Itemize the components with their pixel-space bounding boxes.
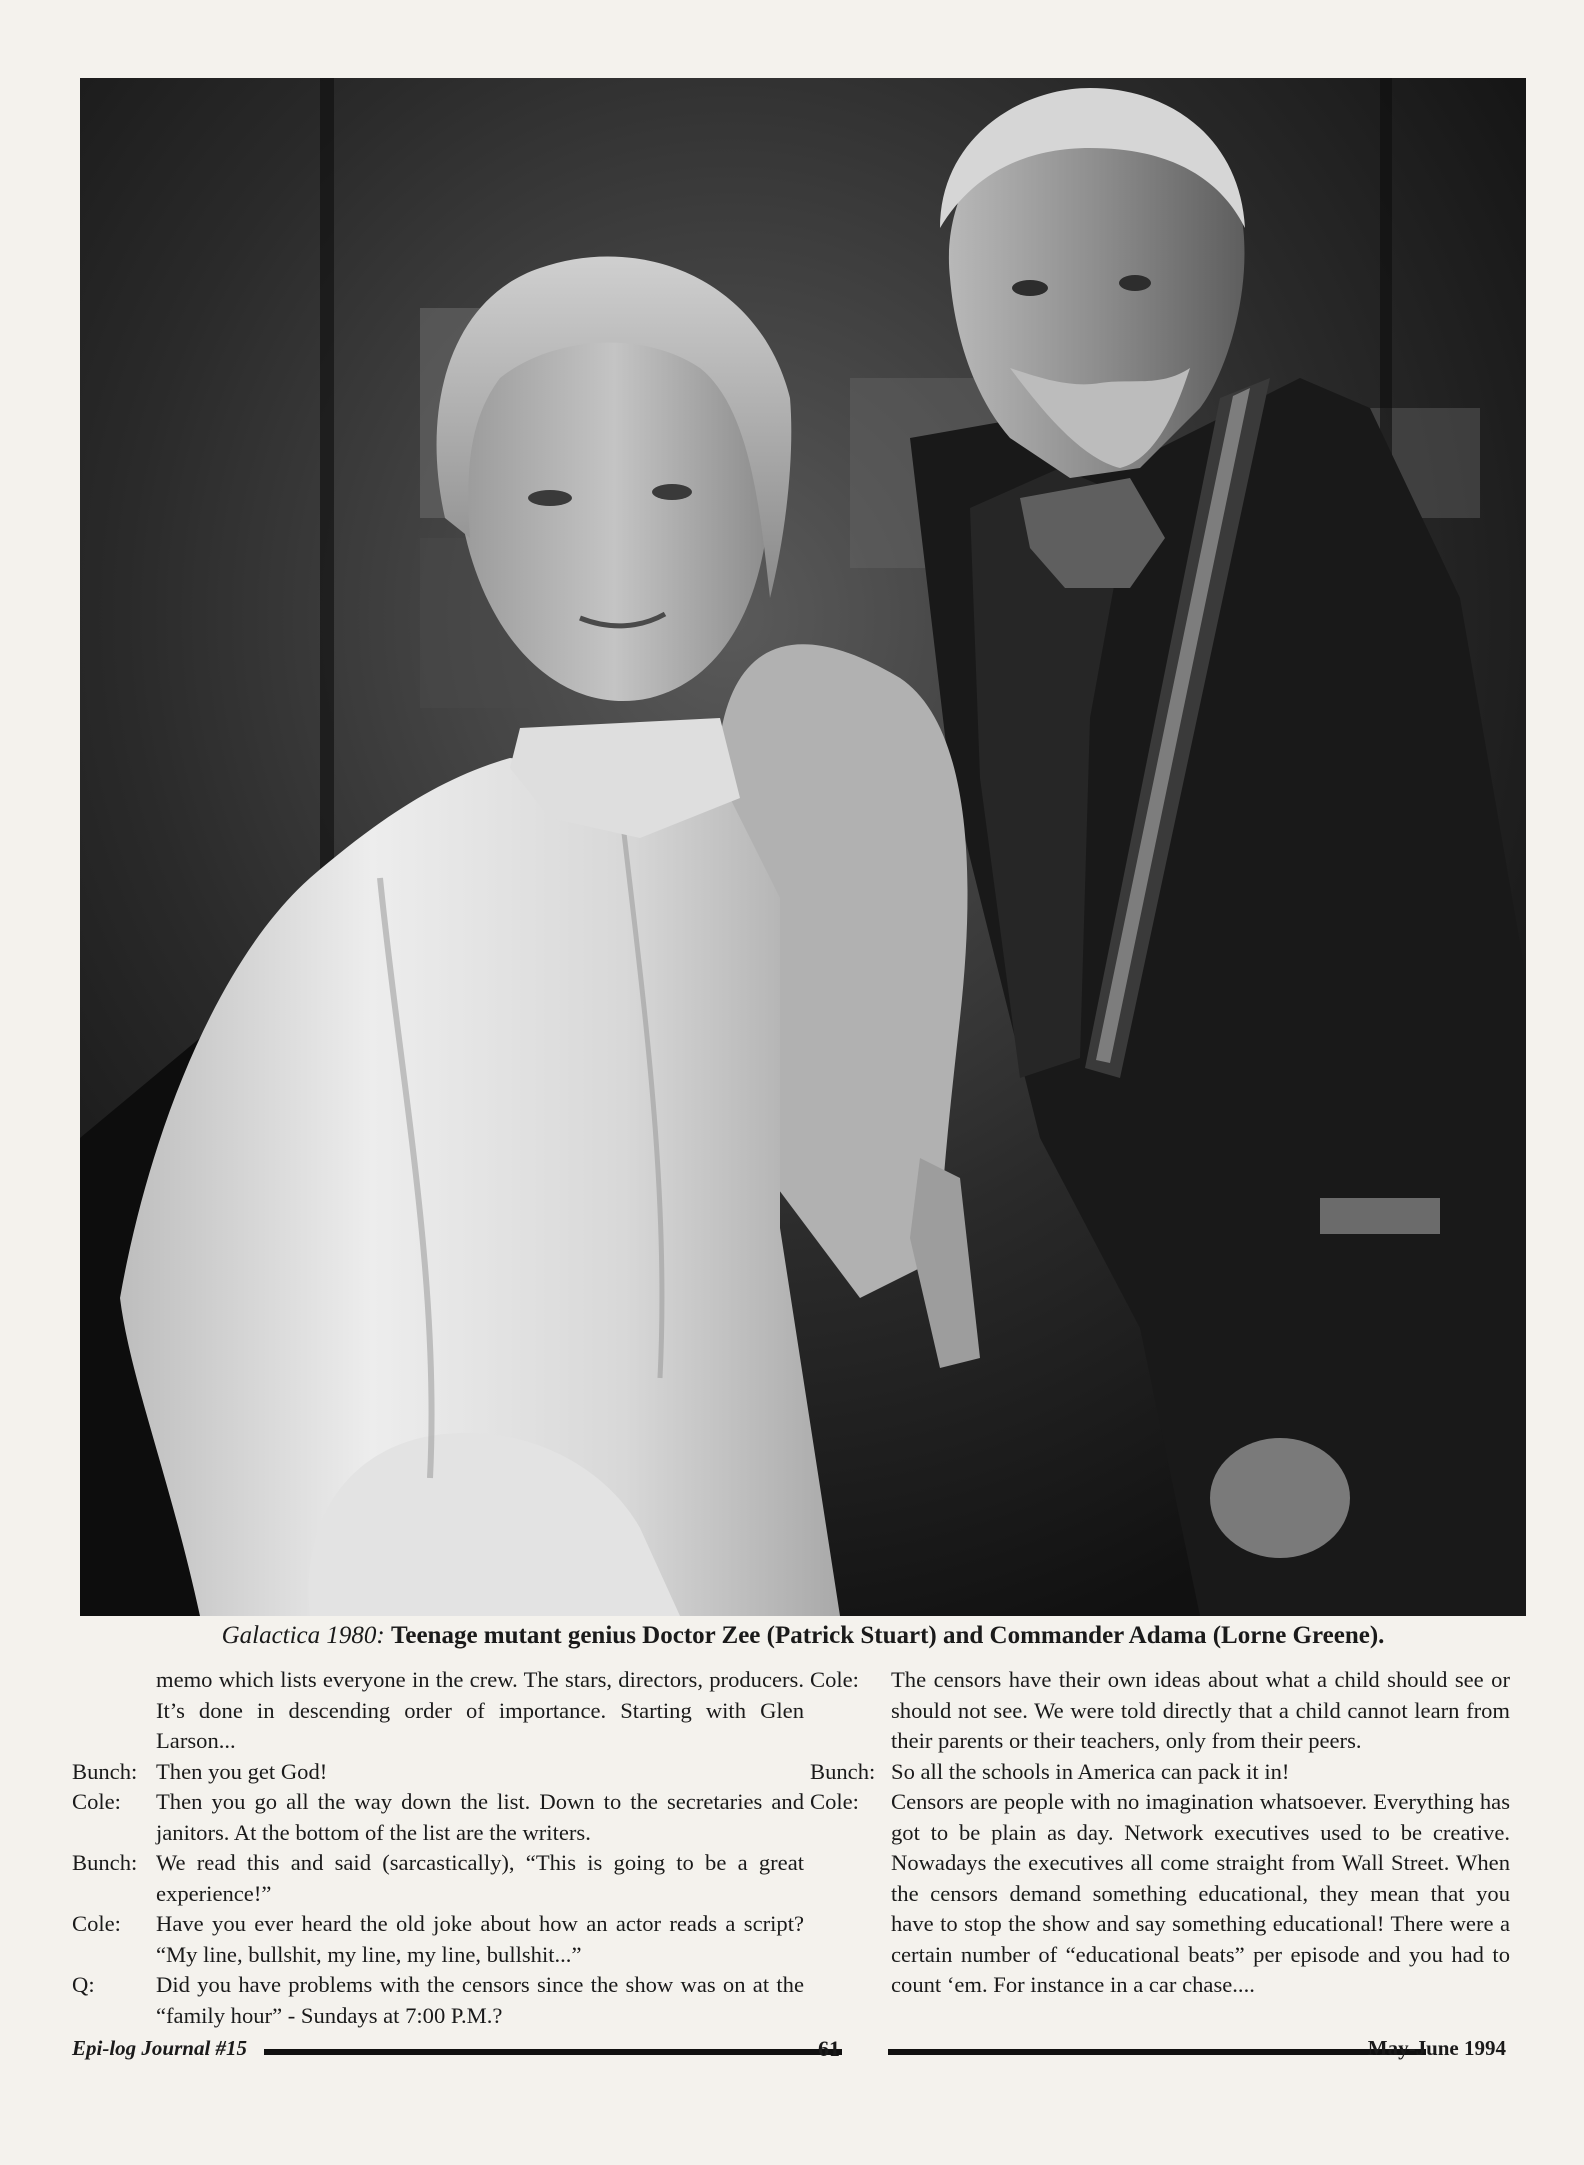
dialogue-line — [72, 1787, 804, 1848]
dialogue-text: Then you get God! — [156, 1758, 328, 1784]
speaker: Bunch: — [810, 1758, 876, 1784]
dialogue-text: Then you go all the way down the list. Down to the secretaries and janitors. At the bottom of the list are the writers. — [156, 1789, 804, 1845]
caption-title: Galactica 1980: — [221, 1622, 385, 1649]
dialogue-line — [810, 1757, 1510, 1788]
dialogue-text: memo which lists everyone in the crew. The stars, directors, producers. It’s done in descending order of importance. Starting with Glen Larson... — [156, 1667, 804, 1753]
dialogue-line — [72, 1848, 804, 1909]
page-number: 61 — [818, 2036, 840, 2061]
dialogue-line — [72, 1970, 804, 2031]
speaker: Q: — [72, 1972, 95, 1997]
speaker: Cole: — [72, 1789, 121, 1814]
issue-date: May-June 1994 — [1367, 2036, 1506, 2060]
dialogue-text: So all the schools in America can pack it in! — [891, 1758, 1290, 1784]
speaker: Cole: — [810, 1789, 859, 1814]
photo — [80, 78, 1526, 1616]
dialogue-line — [72, 1665, 804, 1757]
speaker: Bunch: — [72, 1850, 138, 1875]
speaker: Cole: — [72, 1911, 121, 1936]
right-column — [810, 1665, 1510, 2001]
footer-rule-right — [888, 2049, 1426, 2055]
left-column — [72, 1665, 804, 2031]
photo-image — [80, 78, 1526, 1616]
dialogue-text: Censors are people with no imagination whatsoever. Everything has got to be plain as day. Network executives used to be creative. Nowadays the executives all come straight from Wall Street. When the censors demand something educational, they mean that you have to stop the show and say something educational! There were a certain number of “educational beats” per episode and you had to count ‘em. For instance in a car chase.... — [891, 1789, 1510, 1997]
speaker: Cole: — [810, 1667, 859, 1692]
dialogue-text: We read this and said (sarcastically), “This is going to be a great experience!” — [156, 1850, 804, 1906]
dialogue-line — [72, 1757, 804, 1788]
speaker: Bunch: — [72, 1758, 138, 1784]
dialogue-text: The censors have their own ideas about what a child should see or should not see. We were told directly that a child cannot learn from their parents or their teachers, only from their peers. — [891, 1667, 1510, 1753]
dialogue-line — [810, 1787, 1510, 2001]
dialogue-text: Have you ever heard the old joke about how an actor reads a script? “My line, bullshit, my line, my line, bullshit...” — [156, 1911, 804, 1967]
page-footer — [72, 2036, 1506, 2070]
dialogue-line — [72, 1909, 804, 1970]
caption-text: Teenage mutant genius Doctor Zee (Patrick Stuart) and Commander Adama (Lorne Greene). — [390, 1622, 1385, 1649]
dialogue-line — [810, 1665, 1510, 1757]
dialogue-text: Did you have problems with the censors since the show was on at the “family hour” - Sundays at 7:00 P.M.? — [156, 1972, 804, 2028]
footer-rule-left — [264, 2049, 842, 2055]
photo-caption — [80, 1622, 1526, 1650]
journal-title: Epi-log Journal #15 — [72, 2036, 248, 2060]
